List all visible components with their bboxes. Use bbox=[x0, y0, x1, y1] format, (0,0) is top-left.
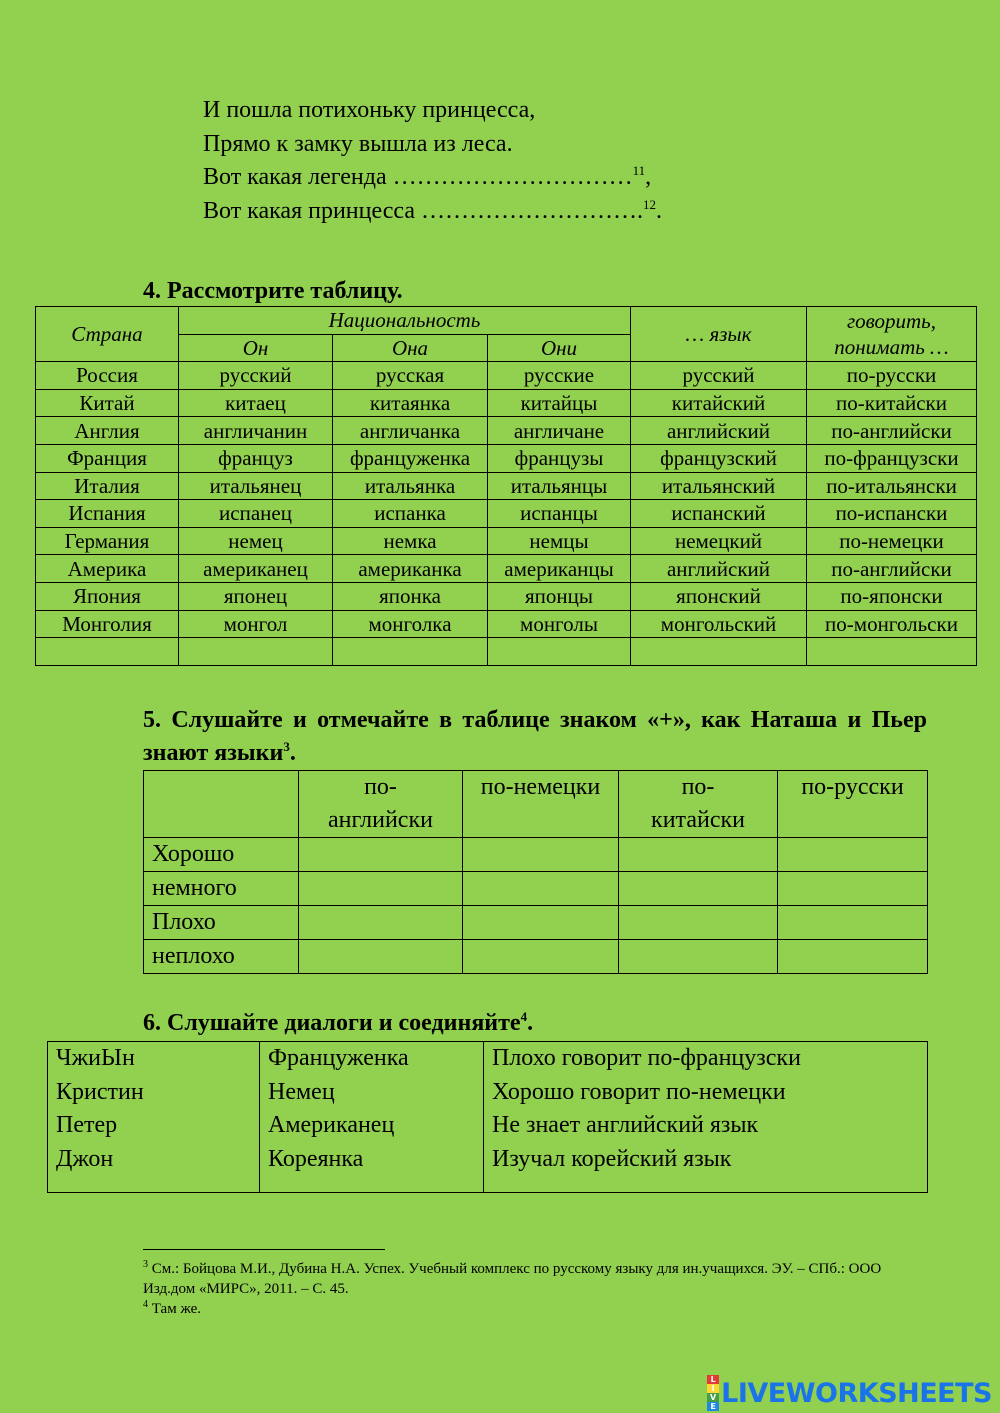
table-cell: французы bbox=[488, 444, 631, 472]
column-header: по-русски bbox=[778, 771, 928, 838]
table-cell: американцы bbox=[488, 555, 631, 583]
table-cell: итальянец bbox=[179, 472, 333, 500]
table-cell: немецкий bbox=[631, 527, 807, 555]
table-cell: японка bbox=[333, 582, 488, 610]
table-cell: русский bbox=[179, 362, 333, 390]
table-cell: Англия bbox=[36, 417, 179, 445]
answer-cell[interactable] bbox=[778, 940, 928, 974]
answer-cell[interactable] bbox=[299, 906, 463, 940]
list-item[interactable]: Джон bbox=[56, 1145, 114, 1172]
answer-cell[interactable] bbox=[463, 872, 619, 906]
table-cell: монголы bbox=[488, 610, 631, 638]
table-cell: итальянцы bbox=[488, 472, 631, 500]
table-cell: монголка bbox=[333, 610, 488, 638]
table-cell: по-французски bbox=[807, 444, 977, 472]
table-cell: испанский bbox=[631, 500, 807, 528]
answer-cell[interactable] bbox=[619, 906, 778, 940]
table-cell: русская bbox=[333, 362, 488, 390]
table-cell: Испания bbox=[36, 500, 179, 528]
table-cell: Россия bbox=[36, 362, 179, 390]
table-cell: по-итальянски bbox=[807, 472, 977, 500]
table-row bbox=[36, 444, 977, 472]
answer-cell[interactable] bbox=[299, 838, 463, 872]
table-cell: по-русски bbox=[807, 362, 977, 390]
table-cell bbox=[36, 638, 179, 666]
table-cell: итальянка bbox=[333, 472, 488, 500]
row-label: Хорошо bbox=[144, 838, 299, 872]
matching-table bbox=[47, 1041, 928, 1193]
table-cell: Италия bbox=[36, 472, 179, 500]
poem-line: Прямо к замку вышла из леса. bbox=[203, 130, 513, 157]
table-row bbox=[36, 638, 977, 666]
poem bbox=[203, 94, 662, 228]
table-cell: английский bbox=[631, 555, 807, 583]
table-row bbox=[36, 582, 977, 610]
footnote: $^4$ Там же. bbox=[143, 1299, 202, 1317]
table-cell: Германия bbox=[36, 527, 179, 555]
footnote-ref: 12 bbox=[643, 196, 656, 212]
answer-cell[interactable] bbox=[463, 906, 619, 940]
column-header: по-немецки bbox=[463, 771, 619, 838]
list-item[interactable]: ЧжиЫн bbox=[56, 1045, 135, 1071]
description-column bbox=[484, 1042, 928, 1193]
footnote-ref: 11 bbox=[632, 163, 646, 178]
list-item[interactable]: Кристин bbox=[56, 1078, 144, 1105]
header-he: Он bbox=[179, 334, 333, 362]
table-cell: по-английски bbox=[807, 555, 977, 583]
list-item[interactable]: Француженка bbox=[268, 1045, 409, 1071]
table-cell: монгол bbox=[179, 610, 333, 638]
list-item[interactable]: Хорошо говорит по-немецки bbox=[492, 1078, 786, 1105]
answer-cell[interactable] bbox=[463, 838, 619, 872]
table-cell: по-немецки bbox=[807, 527, 977, 555]
table-cell: по-английски bbox=[807, 417, 977, 445]
table-cell: китайский bbox=[631, 389, 807, 417]
table-cell: китаец bbox=[179, 389, 333, 417]
row-label: немного bbox=[144, 872, 299, 906]
table-row bbox=[144, 872, 928, 906]
table-cell: француз bbox=[179, 444, 333, 472]
answer-cell[interactable] bbox=[619, 872, 778, 906]
answer-cell[interactable] bbox=[778, 838, 928, 872]
answer-cell[interactable] bbox=[299, 872, 463, 906]
header-country: Страна bbox=[36, 307, 179, 362]
table-cell: по-монгольски bbox=[807, 610, 977, 638]
table-cell bbox=[631, 638, 807, 666]
answer-cell[interactable] bbox=[778, 872, 928, 906]
table-cell: американец bbox=[179, 555, 333, 583]
answer-cell[interactable] bbox=[619, 838, 778, 872]
table-cell bbox=[807, 638, 977, 666]
table-row bbox=[144, 906, 928, 940]
footnote-divider bbox=[143, 1249, 385, 1250]
logo-mark-icon: L I V E bbox=[707, 1375, 719, 1411]
table-cell: китаянка bbox=[333, 389, 488, 417]
table-row bbox=[36, 500, 977, 528]
table-cell: по-испански bbox=[807, 500, 977, 528]
table-cell: русские bbox=[488, 362, 631, 390]
answer-cell[interactable] bbox=[463, 940, 619, 974]
answer-cell[interactable] bbox=[778, 906, 928, 940]
table-cell: японский bbox=[631, 582, 807, 610]
table-row bbox=[36, 610, 977, 638]
header-nationality: Национальность bbox=[179, 307, 631, 335]
table-row bbox=[144, 940, 928, 974]
poem-line: Вот какая принцесса ……………………….$^{12}$. bbox=[203, 196, 662, 224]
list-item[interactable]: Немец bbox=[268, 1078, 335, 1105]
table-cell: русский bbox=[631, 362, 807, 390]
table-cell bbox=[179, 638, 333, 666]
logo-text: LIVEWORKSHEETS bbox=[721, 1377, 992, 1409]
table-cell: Япония bbox=[36, 582, 179, 610]
footnote-ref: 3 bbox=[283, 739, 290, 754]
table-cell: Китай bbox=[36, 389, 179, 417]
nationality-column bbox=[260, 1042, 484, 1193]
nationality-table bbox=[35, 306, 977, 666]
task4-heading: 4. Рассмотрите таблицу. bbox=[143, 278, 403, 304]
poem-line: И пошла потихоньку принцесса, bbox=[203, 97, 536, 123]
footnote: $^3$ См.: Бойцова М.И., Дубина Н.А. Успех. Учебный комплекс по русскому языку для ин.учащихся. ЭУ. – СПб.: ООО Изд.дом «МИРС», 2011. – С. 45. bbox=[143, 1259, 882, 1297]
table-cell: по-японски bbox=[807, 582, 977, 610]
table-row bbox=[36, 527, 977, 555]
task6-heading: 6. Слушайте диалоги и соединяйте$^4$. bbox=[143, 1009, 534, 1036]
table-cell: Америка bbox=[36, 555, 179, 583]
table-cell: китайцы bbox=[488, 389, 631, 417]
table-cell: испанцы bbox=[488, 500, 631, 528]
table-cell: немцы bbox=[488, 527, 631, 555]
answer-cell[interactable] bbox=[299, 940, 463, 974]
table-cell bbox=[333, 638, 488, 666]
list-item[interactable]: Кореянка bbox=[268, 1145, 364, 1172]
list-item[interactable]: Не знает английский язык bbox=[492, 1112, 759, 1138]
table-row bbox=[36, 555, 977, 583]
table-cell: Франция bbox=[36, 444, 179, 472]
task5-heading: 5. Слушайте и отмечайте в таблице знаком «+», как Наташа и Пьер знают языки$^3$. bbox=[143, 707, 927, 766]
table-cell: англичане bbox=[488, 417, 631, 445]
header-she: Она bbox=[333, 334, 488, 362]
table-cell: Монголия bbox=[36, 610, 179, 638]
answer-cell[interactable] bbox=[619, 940, 778, 974]
table-cell: француженка bbox=[333, 444, 488, 472]
table-cell bbox=[488, 638, 631, 666]
column-header: по- китайски bbox=[619, 771, 778, 838]
table-cell: испанка bbox=[333, 500, 488, 528]
liveworksheets-logo bbox=[707, 1376, 992, 1410]
list-item[interactable]: Плохо говорит по-французски bbox=[492, 1045, 801, 1071]
table-cell: японцы bbox=[488, 582, 631, 610]
table-cell: испанец bbox=[179, 500, 333, 528]
language-skill-table bbox=[143, 770, 928, 974]
list-item[interactable]: Американец bbox=[268, 1112, 395, 1138]
table-cell: японец bbox=[179, 582, 333, 610]
table-cell: англичанин bbox=[179, 417, 333, 445]
corner-cell bbox=[144, 771, 299, 838]
poem-line: Вот какая легенда …………………………$^{11}$, bbox=[203, 163, 652, 190]
column-header: по- английски bbox=[299, 771, 463, 838]
footnotes bbox=[143, 1259, 923, 1319]
header-language: … язык bbox=[631, 307, 807, 362]
list-item[interactable]: Изучал корейский язык bbox=[492, 1145, 732, 1172]
list-item[interactable]: Петер bbox=[56, 1112, 118, 1138]
table-row bbox=[36, 472, 977, 500]
table-cell: монгольский bbox=[631, 610, 807, 638]
table-cell: итальянский bbox=[631, 472, 807, 500]
table-cell: английский bbox=[631, 417, 807, 445]
table-cell: французский bbox=[631, 444, 807, 472]
row-label: неплохо bbox=[144, 940, 299, 974]
header-speak: говорить, понимать … bbox=[807, 307, 977, 362]
table-cell: англичанка bbox=[333, 417, 488, 445]
table-cell: немка bbox=[333, 527, 488, 555]
table-cell: американка bbox=[333, 555, 488, 583]
row-label: Плохо bbox=[144, 906, 299, 940]
table-row bbox=[36, 362, 977, 390]
table-row bbox=[36, 389, 977, 417]
table-row bbox=[144, 838, 928, 872]
footnote-ref: 4 bbox=[520, 1009, 528, 1024]
names-column bbox=[48, 1042, 260, 1193]
table-cell: по-китайски bbox=[807, 389, 977, 417]
table-row bbox=[36, 417, 977, 445]
table-cell: немец bbox=[179, 527, 333, 555]
header-they: Они bbox=[488, 334, 631, 362]
